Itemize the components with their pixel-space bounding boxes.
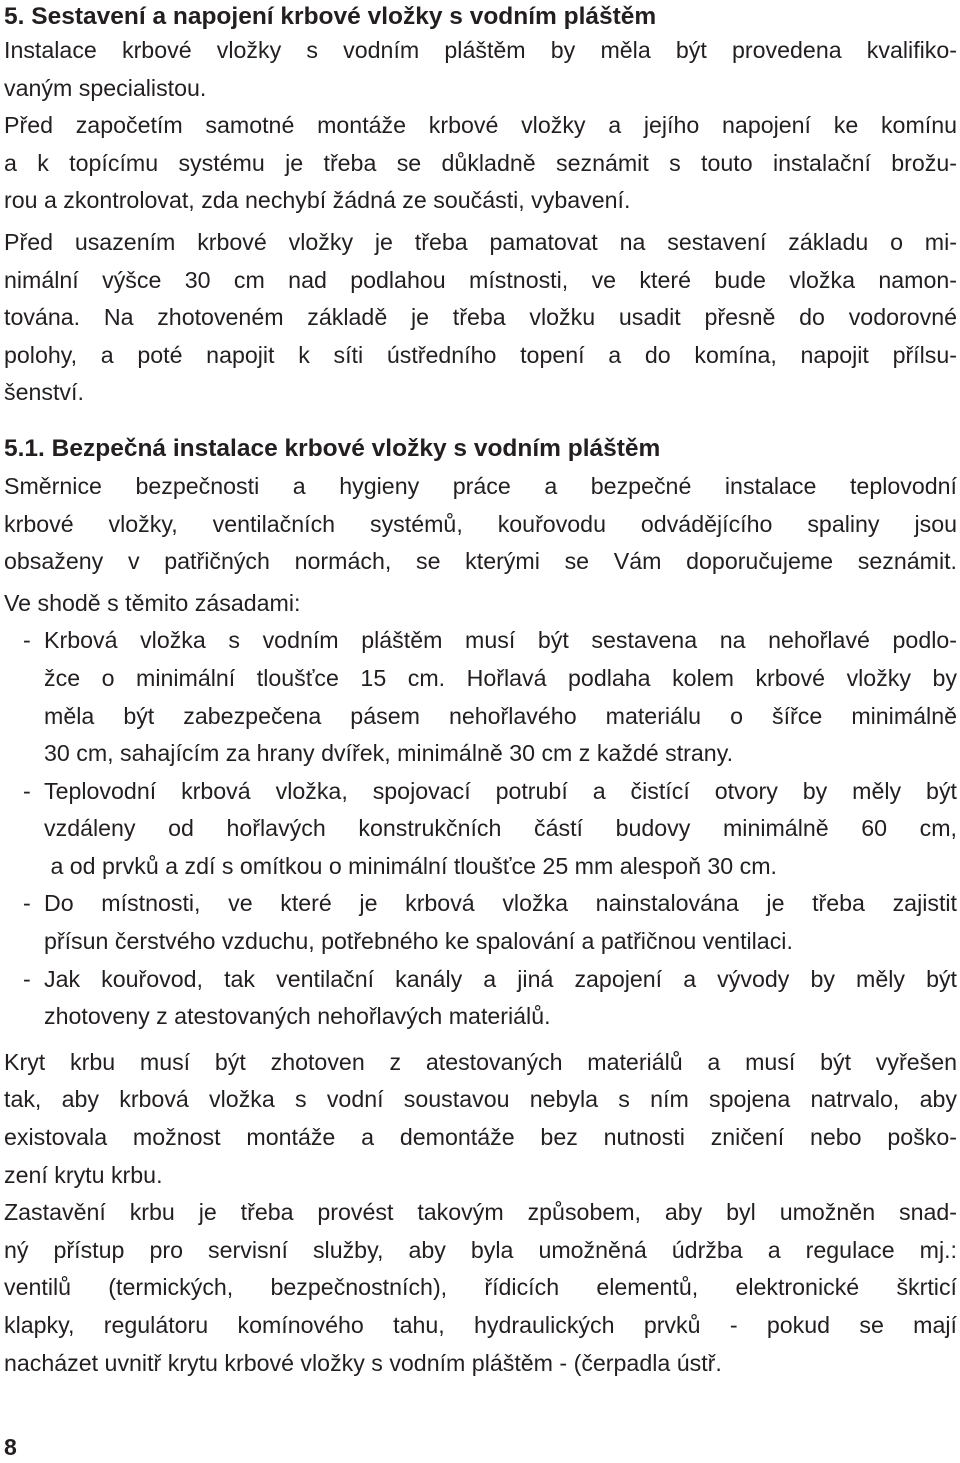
text-line: Ve shodě s těmito zásadami:: [4, 589, 301, 616]
paragraph-fireplace-cover: [4, 1044, 957, 1194]
text-line: Teplovodní krbová vložka, spojovací potrubí a čistící otvory by měly být: [44, 777, 957, 804]
text-line: rou a zkontrolovat, zda nechybí žádná ze součásti, vybavení.: [4, 187, 631, 214]
text-line: Do místnosti, ve které je krbová vložka nainstalována je třeba zajistit: [44, 890, 957, 917]
text-line: Před usazením krbové vložky je třeba pamatovat na sestavení základu o mi-: [4, 228, 957, 255]
text-line: zhotoveny z atestovaných nehořlavých materiálů.: [44, 1003, 551, 1030]
text-line: Kryt krbu musí být zhotoven z atestovaných materiálů a musí být vyřešen: [4, 1048, 957, 1075]
text-line: Instalace krbové vložky s vodním pláštěm by měla být provedena kvalifiko-: [4, 37, 957, 63]
text-line: ventilů (termických, bezpečnostních), řídicích elementů, elektronické škrticí: [4, 1274, 957, 1301]
text-line: nacházet uvnitř krytu krbové vložky s vodním pláštěm - (čerpadla ústř.: [4, 1349, 722, 1376]
list-bullet: -: [23, 627, 31, 654]
text-line: ný přístup pro servisní služby, aby byla umožněná údržba a regulace mj.:: [4, 1236, 957, 1263]
paragraph-base-height: [4, 224, 957, 412]
text-line: krbové vložky, ventilačních systémů, kouřovodu odvádějícího spaliny jsou: [4, 510, 957, 537]
list-lead: [4, 585, 957, 623]
list-item: [4, 885, 957, 960]
list-bullet: -: [23, 965, 31, 992]
text-line: 30 cm, sahajícím za hrany dvířek, minimálně 30 cm z každé strany.: [44, 740, 734, 767]
text-line: přísun čerstvého vzduchu, potřebného ke spalování a patřičnou ventilaci.: [44, 928, 793, 955]
text-line: žce o minimální tloušťce 15 cm. Hořlavá podlaha kolem krbové vložky by: [44, 664, 957, 691]
text-line: Krbová vložka s vodním pláštěm musí být sestavena na nehořlavé podlo-: [44, 627, 957, 654]
text-line: a od prvků a zdí s omítkou o minimální tloušťce 25 mm alespoň 30 cm.: [44, 852, 777, 879]
text-line: Před započetím samotné montáže krbové vložky a jejího napojení ke komínu: [4, 112, 957, 139]
safety-rules-list: [4, 622, 957, 1036]
text-line: Směrnice bezpečnosti a hygieny práce a bezpečné instalace teplovodní: [4, 472, 957, 499]
paragraph-safety-directives: [4, 468, 957, 581]
paragraph-service-access: [4, 1194, 957, 1382]
text-line: tak, aby krbová vložka s vodní soustavou nebyla s ním spojena natrvalo, aby: [4, 1086, 957, 1113]
section-heading: 5. Sestavení a napojení krbové vložky s vodním pláštěm: [4, 3, 657, 30]
list-item: [4, 961, 957, 1036]
text-line: existovala možnost montáže a demontáže bez nutnosti zničení nebo poško-: [4, 1124, 957, 1151]
list-bullet: -: [23, 777, 31, 804]
list-item: [4, 773, 957, 886]
document-page: [4, 0, 957, 1382]
text-line: vaným specialistou.: [4, 74, 207, 101]
list-bullet: -: [23, 890, 31, 917]
page-number: 8: [4, 1434, 17, 1460]
paragraph-qualified-installer: [4, 32, 957, 107]
text-line: šenství.: [4, 379, 84, 406]
text-line: zení krytu krbu.: [4, 1161, 163, 1188]
text-line: a k topícímu systému je třeba se důkladně seznámit s touto instalační brožu-: [4, 149, 957, 176]
text-line: polohy, a poté napojit k síti ústředního topení a do komína, napojit přílsu-: [4, 341, 957, 368]
text-line: tována. Na zhotoveném základě je třeba vložku usadit přesně do vodorovné: [4, 304, 957, 331]
list-item: [4, 622, 957, 772]
text-line: klapky, regulátoru komínového tahu, hydraulických prvků - pokud se mají: [4, 1312, 957, 1338]
text-line: Zastavění krbu je třeba provést takovým způsobem, aby byl umožněn snad-: [4, 1199, 957, 1226]
subsection-heading: 5.1. Bezpečná instalace krbové vložky s vodním pláštěm: [4, 434, 661, 462]
text-line: vzdáleny od hořlavých konstrukčních částí budovy minimálně 60 cm,: [44, 815, 957, 842]
text-line: obsaženy v patřičných normách, se kterými se Vám doporučujeme seznámit.: [4, 548, 957, 575]
text-line: měla být zabezpečena pásem nehořlavého materiálu o šířce minimálně: [44, 702, 957, 729]
text-line: nimální výšce 30 cm nad podlahou místnosti, ve které bude vložka namon-: [4, 266, 957, 293]
text-line: Jak kouřovod, tak ventilační kanály a jiná zapojení a vývody by měly být: [44, 965, 957, 992]
paragraph-before-assembly: [4, 107, 957, 220]
